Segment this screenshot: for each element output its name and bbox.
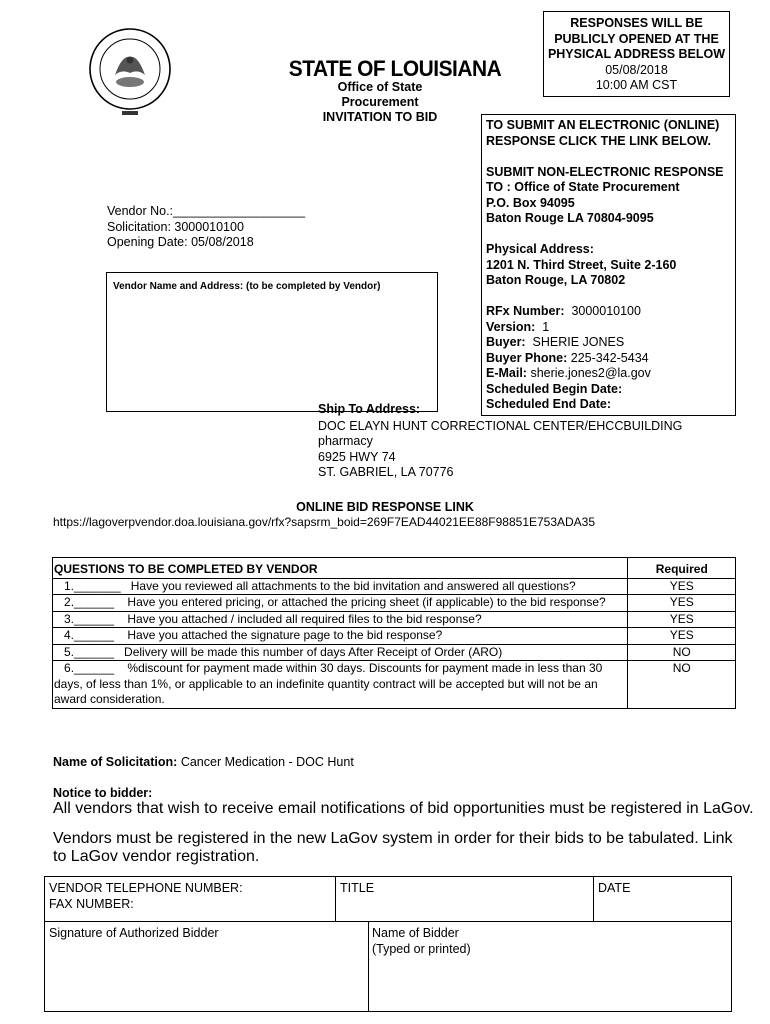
ship-to-line: 6925 HWY 74 (318, 449, 396, 464)
title-label: TITLE (340, 881, 375, 895)
electronic-line: RESPONSE CLICK THE LINK BELOW. (486, 133, 712, 148)
questions-header: QUESTIONS TO BE COMPLETED BY VENDOR (53, 558, 628, 579)
title-field[interactable] (340, 880, 374, 896)
opening-date: Opening Date: 05/08/2018 (107, 235, 254, 249)
table-header-row (53, 558, 736, 579)
signature-field[interactable] (49, 925, 219, 941)
physical-address-line: Baton Rouge, LA 70802 (486, 273, 626, 287)
vendor-questions-table (52, 557, 736, 709)
required-value: NO (627, 644, 735, 661)
date-field[interactable] (598, 880, 630, 896)
buyer-phone: Buyer Phone: 225-342-5434 (486, 350, 649, 365)
bidder-name-note: (Typed or printed) (372, 942, 471, 956)
question-text[interactable]: 3.______ Have you attached / included all required files to the bid response? (53, 611, 628, 628)
notice-registration-text[interactable]: Vendors must be registered in the new LaGov system in order for their bids to be tabulated. Link to LaGov vendor registration. (53, 830, 733, 865)
submission-info-box (481, 114, 736, 416)
scheduled-begin-date: Scheduled Begin Date: (486, 381, 623, 396)
physical-address-label: Physical Address: (486, 242, 594, 256)
mail-line: TO : Office of State Procurement (486, 180, 680, 194)
mail-line: Baton Rouge LA 70804-9095 (486, 211, 654, 225)
required-value: YES (627, 628, 735, 645)
table-row (53, 611, 736, 628)
open-date: 05/08/2018 (605, 62, 668, 77)
vendor-phone-label: VENDOR TELEPHONE NUMBER: (49, 881, 243, 895)
date-label: DATE (598, 881, 631, 895)
required-value: NO (627, 661, 735, 709)
table-row (53, 595, 736, 612)
table-row (53, 644, 736, 661)
scheduled-end-date: Scheduled End Date: (486, 397, 612, 411)
state-seal-logo (82, 27, 182, 117)
required-header: Required (627, 558, 735, 579)
notice-label: Notice to bidder: (53, 786, 153, 800)
online-bid-link-title: ONLINE BID RESPONSE LINK (296, 500, 474, 514)
rfx-number: RFx Number: 3000010100 (486, 304, 641, 318)
question-text[interactable]: 4.______ Have you attached the signature page to the bid response? (53, 628, 628, 645)
office-name: Office of State Procurement (337, 80, 423, 109)
fax-number-label: FAX NUMBER: (49, 897, 134, 911)
bidder-name-label: Name of Bidder (372, 926, 459, 940)
signature-label: Signature of Authorized Bidder (49, 926, 219, 940)
vendor-name-address-label: Vendor Name and Address: (to be completed by Vendor) (113, 281, 381, 292)
online-bid-link-url[interactable]: https://lagoverpvendor.doa.louisiana.gov/rfx?sapsrm_boid=269F7EAD44021EE88F98851E753ADA35 (53, 515, 596, 529)
vendor-name-address-box[interactable] (106, 272, 438, 412)
solicitation-name: Name of Solicitation: Cancer Medication - DOC Hunt (53, 755, 354, 769)
required-value: YES (627, 578, 735, 595)
vendor-number: Vendor No.:___________________ (107, 204, 306, 218)
office-heading (300, 80, 460, 125)
open-time: 10:00 AM CST (595, 78, 678, 92)
question-text[interactable]: 2.______ Have you entered pricing, or attached the pricing sheet (if applicable) to the bid response? (53, 595, 628, 612)
question-text[interactable]: 5.______ Delivery will be made this number of days After Receipt of Order (ARO) (53, 644, 628, 661)
mail-line: P.O. Box 94095 (486, 195, 575, 210)
ship-to-address (318, 402, 682, 481)
page-title: STATE OF LOUISIANA (288, 56, 502, 81)
question-text[interactable]: 6.______ %discount for payment made within 30 days. Discounts for payment made in less than 30 days, of less than 1%, or applicable to an indefinite quantity contract will be accepted but will not be an award consideration. (53, 661, 628, 709)
physical-address-line: 1201 N. Third Street, Suite 2-160 (486, 257, 677, 272)
responses-notice-box (543, 11, 730, 97)
notice-text: All vendors that wish to receive email notifications of bid opportunities must be registered in LaGov. (53, 800, 754, 817)
table-row (53, 628, 736, 645)
bidder-name-field[interactable] (372, 925, 471, 957)
solicitation-number: Solicitation: 3000010100 (107, 219, 244, 234)
responses-notice-line: PUBLICLY OPENED AT THE (554, 31, 719, 46)
document-type: INVITATION TO BID (322, 110, 438, 124)
mail-line: SUBMIT NON-ELECTRONIC RESPONSE (486, 164, 724, 179)
required-value: YES (627, 611, 735, 628)
responses-notice-line: RESPONSES WILL BE (570, 16, 703, 30)
version: Version: 1 (486, 319, 550, 334)
electronic-line: TO SUBMIT AN ELECTRONIC (ONLINE) (486, 118, 720, 132)
vendor-info (107, 204, 305, 251)
ship-to-line: ST. GABRIEL, LA 70776 (318, 465, 454, 479)
table-row (53, 661, 736, 709)
table-row (53, 578, 736, 595)
ship-to-line: DOC ELAYN HUNT CORRECTIONAL CENTER/EHCCBUILDING (318, 418, 683, 433)
question-text[interactable]: 1._______ Have you reviewed all attachments to the bid invitation and answered all questions? (53, 578, 628, 595)
signature-table (44, 876, 732, 1012)
vendor-phone-field[interactable] (49, 880, 243, 912)
buyer-email: E-Mail: sherie.jones2@la.gov (486, 366, 651, 380)
ship-to-label: Ship To Address: (318, 402, 421, 416)
responses-notice-line: PHYSICAL ADDRESS BELOW (547, 47, 726, 61)
buyer: Buyer: SHERIE JONES (486, 335, 625, 349)
required-value: YES (627, 595, 735, 612)
ship-to-line: pharmacy (318, 434, 373, 448)
